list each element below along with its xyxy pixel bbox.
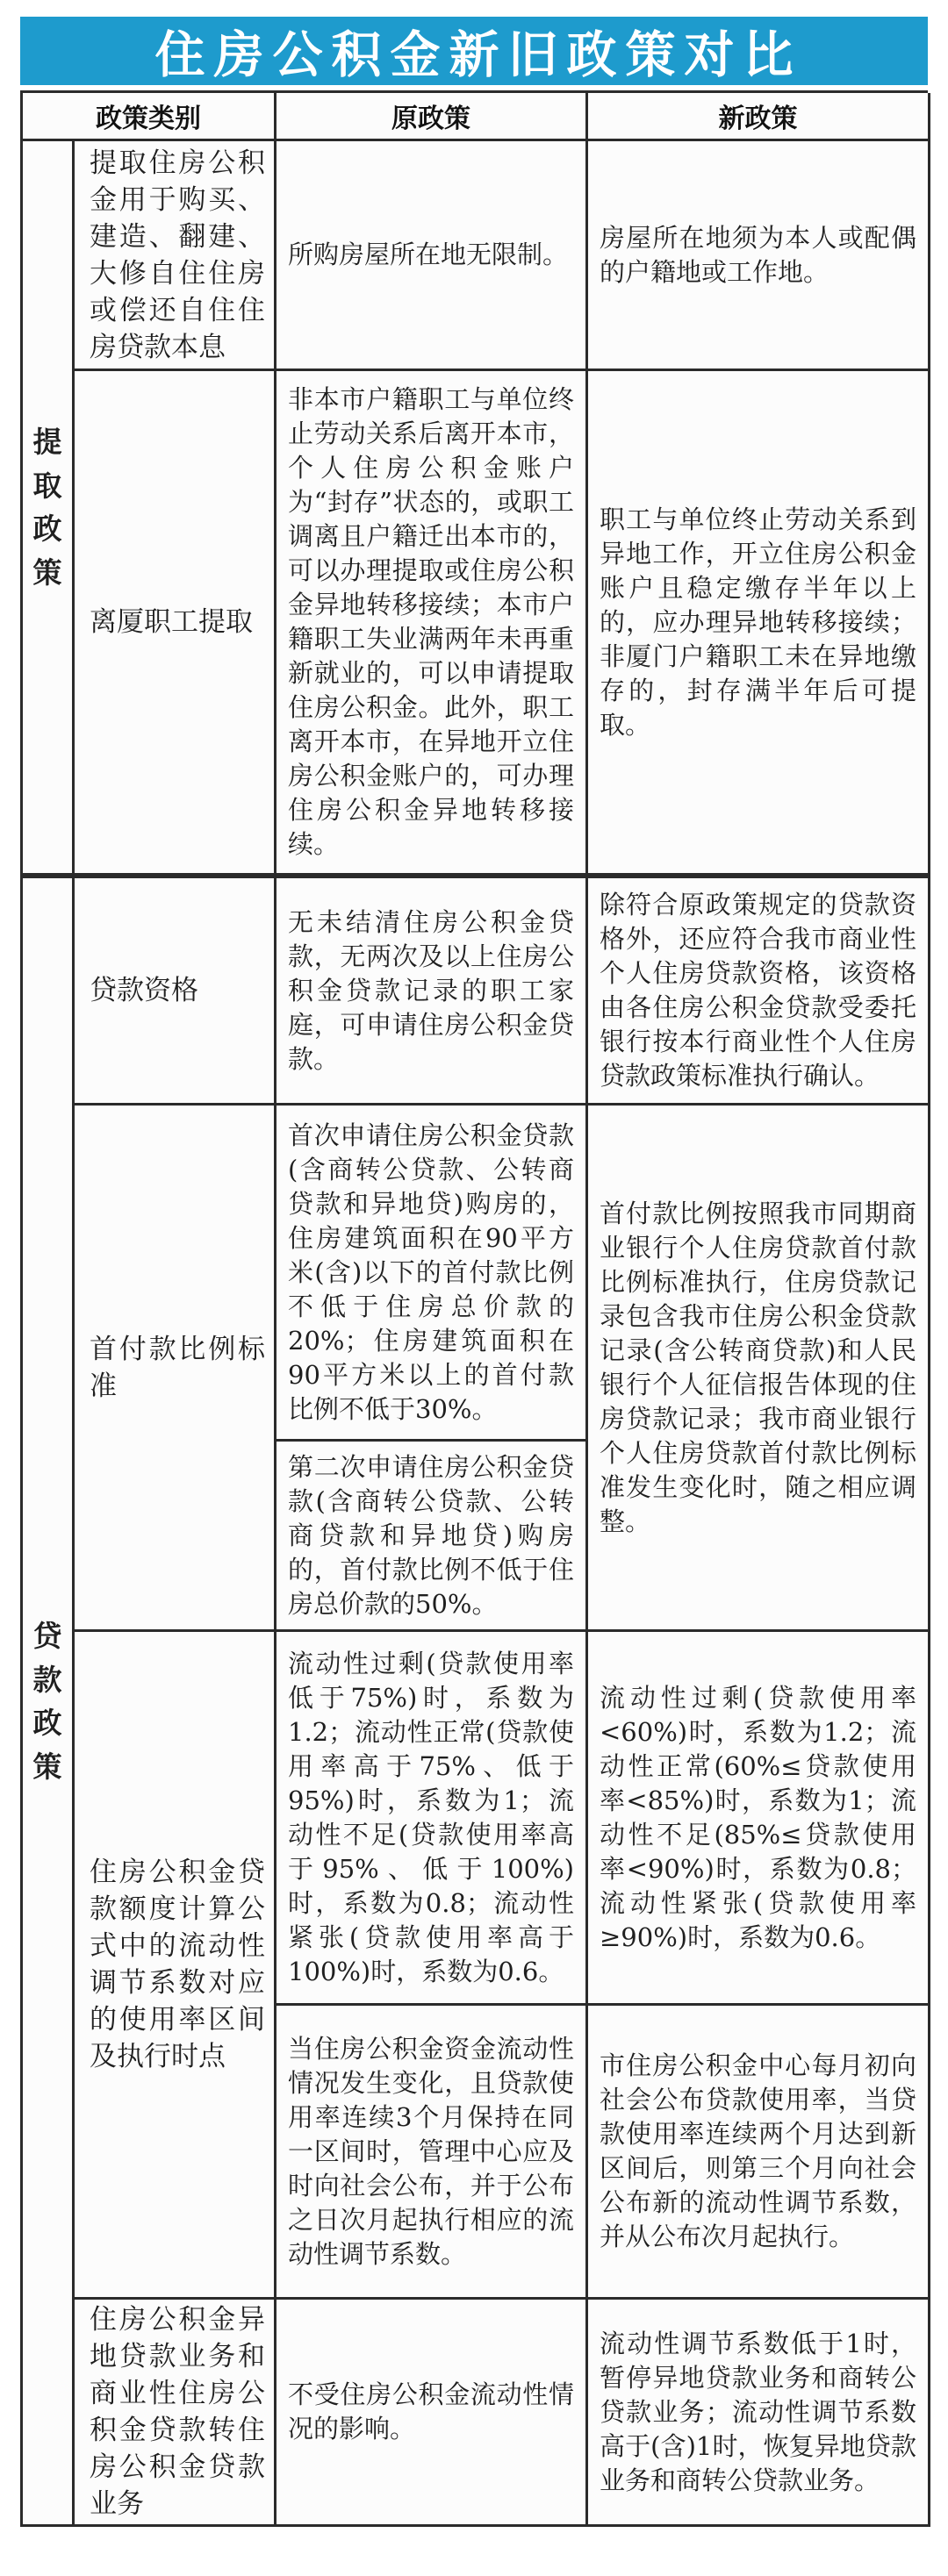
row-loan-eligibility-old-policy-text: 无未结清住房公积金贷款，无两次及以上住房公积金贷款记录的职工家庭，可申请住房公积金贷款。 — [288, 906, 574, 1074]
row-leaving-xiamen-old-policy-text: 非本市户籍职工与单位终止劳动关系后离开本市，个人住房公积金账户为“封存”状态的，或职工调离且户籍迁出本市的，可以办理提取或住房公积金异地转移接续；本市户籍职工失业满两年未再重新就业的，可以申请提取住房公积金。此外，职工离开本市，在异地开立住房公积金账户的，可办理住房公积金异地转移接续。 — [288, 384, 574, 859]
row-withdrawal-use-category — [75, 141, 276, 371]
row-downpayment-category — [75, 1106, 276, 1632]
row-liquidity-coefficient-category-text: 住房公积金贷款额度计算公式中的流动性调节系数对应的使用率区间及执行时点 — [90, 1857, 265, 2072]
row-liquidity-ranges-new-policy — [588, 1632, 930, 2006]
policy-comparison-table — [20, 90, 928, 2527]
header-old-policy-label: 原政策 — [391, 104, 470, 133]
header-category-label: 政策类别 — [96, 104, 201, 133]
header-new-policy — [588, 93, 930, 141]
row-loan-eligibility-category-text: 贷款资格 — [90, 975, 198, 1006]
row-liquidity-timing-new-policy — [588, 2006, 930, 2300]
row-liquidity-timing-old-policy — [276, 2006, 588, 2300]
row-loan-eligibility-new-policy — [588, 878, 930, 1106]
row-loan-eligibility-old-policy — [276, 878, 588, 1106]
page-title-bar — [20, 17, 928, 85]
row-loan-eligibility-category — [75, 878, 276, 1106]
row-downpayment-old-policy-second-loan — [276, 1442, 588, 1632]
row-liquidity-ranges-old-policy-text: 流动性过剩(贷款使用率低于75%)时，系数为1.2；流动性正常(贷款使用率高于75%、低于95%)时，系数为1；流动性不足(贷款使用率高于95%、低于100%)时，系数为0.8；流动性紧张(贷款使用率高于100%)时，系数为0.6。 — [288, 1648, 574, 1986]
row-withdrawal-use-new-policy — [588, 141, 930, 371]
row-leaving-xiamen-category — [75, 371, 276, 878]
row-downpayment-old-policy-second-loan-text: 第二次申请住房公积金贷款(含商转公贷款、公转商贷款和异地贷)购房的，首付款比例不低于住房总价款的50%。 — [288, 1451, 574, 1619]
row-remote-loan-business-old-policy — [276, 2300, 588, 2527]
row-leaving-xiamen-new-policy-text: 职工与单位终止劳动关系到异地工作，开立住房公积金账户且稳定缴存半年以上的，应办理异地转移接续；非厦门户籍职工未在异地缴存的，封存满半年后可提取。 — [600, 504, 916, 740]
page-title: 住房公积金新旧政策对比 — [154, 27, 802, 83]
row-remote-loan-business-new-policy — [588, 2300, 930, 2527]
row-downpayment-category-text: 首付款比例标准 — [90, 1333, 265, 1402]
row-liquidity-ranges-new-policy-text: 流动性过剩(贷款使用率<60%)时，系数为1.2；流动性正常(60%≤贷款使用率<85%)时，系数为1；流动性不足(85%≤贷款使用率<90%)时，系数为0.8；流动性紧张(贷款使用率≥90%)时，系数为0.6。 — [600, 1682, 916, 1952]
header-old-policy — [276, 93, 588, 141]
row-withdrawal-use-old-policy — [276, 141, 588, 371]
row-liquidity-ranges-old-policy — [276, 1632, 588, 2006]
group-label-loan-policy — [23, 878, 75, 2527]
row-downpayment-new-policy — [588, 1106, 930, 1632]
header-category — [23, 93, 276, 141]
row-remote-loan-business-old-policy-text: 不受住房公积金流动性情况的影响。 — [288, 2379, 574, 2444]
row-downpayment-old-policy-first-loan-text: 首次申请住房公积金贷款(含商转公贷款、公转商贷款和异地贷)购房的，住房建筑面积在90平方米(含)以下的首付款比例不低于住房总价款的20%；住房建筑面积在90平方米以上的首付款比例不低于30%。 — [288, 1120, 574, 1424]
row-leaving-xiamen-new-policy — [588, 371, 930, 878]
header-new-policy-label: 新政策 — [718, 104, 798, 133]
row-withdrawal-use-old-policy-text: 所购房屋所在地无限制。 — [288, 240, 569, 269]
row-withdrawal-use-category-text: 提取住房公积金用于购买、建造、翻建、大修自住住房或偿还自住住房贷款本息 — [90, 147, 265, 363]
row-liquidity-timing-new-policy-text: 市住房公积金中心每月初向社会公布贷款使用率，当贷款使用率连续两个月达到新区间后，则第三个月向社会公布新的流动性调节系数，并从公布次月起执行。 — [600, 2050, 916, 2251]
row-downpayment-new-policy-text: 首付款比例按照我市同期商业银行个人住房贷款首付款比例标准执行，住房贷款记录包含我市住房公积金贷款记录(含公转商贷款)和人民银行个人征信报告体现的住房贷款记录；我市商业银行个人住房贷款首付款比例标准发生变化时，随之相应调整。 — [600, 1198, 916, 1536]
group-label-withdrawal-policy-text: 提取政策 — [32, 425, 62, 590]
row-leaving-xiamen-old-policy — [276, 371, 588, 878]
group-label-loan-policy-text: 贷款政策 — [32, 1619, 62, 1784]
row-liquidity-timing-old-policy-text: 当住房公积金资金流动性情况发生变化，且贷款使用率连续3个月保持在同一区间时，管理中心应及时向社会公布，并于公布之日次月起执行相应的流动性调节系数。 — [288, 2033, 574, 2269]
row-leaving-xiamen-category-text: 离厦职工提取 — [90, 606, 253, 638]
row-withdrawal-use-new-policy-text: 房屋所在地须为本人或配偶的户籍地或工作地。 — [600, 222, 916, 287]
row-downpayment-old-policy-first-loan — [276, 1106, 588, 1442]
row-remote-loan-business-category — [75, 2300, 276, 2527]
row-liquidity-coefficient-category — [75, 1632, 276, 2300]
row-remote-loan-business-category-text: 住房公积金异地贷款业务和商业性住房公积金贷款转住房公积金贷款业务 — [90, 2304, 265, 2520]
group-label-withdrawal-policy — [23, 141, 75, 878]
row-remote-loan-business-new-policy-text: 流动性调节系数低于1时，暂停异地贷款业务和商转公贷款业务；流动性调节系数高于(含)1时，恢复异地贷款业务和商转公贷款业务。 — [600, 2328, 916, 2495]
row-loan-eligibility-new-policy-text: 除符合原政策规定的贷款资格外，还应符合我市商业性个人住房贷款资格，该资格由各住房公积金贷款受委托银行按本行商业性个人住房贷款政策标准执行确认。 — [600, 890, 916, 1091]
